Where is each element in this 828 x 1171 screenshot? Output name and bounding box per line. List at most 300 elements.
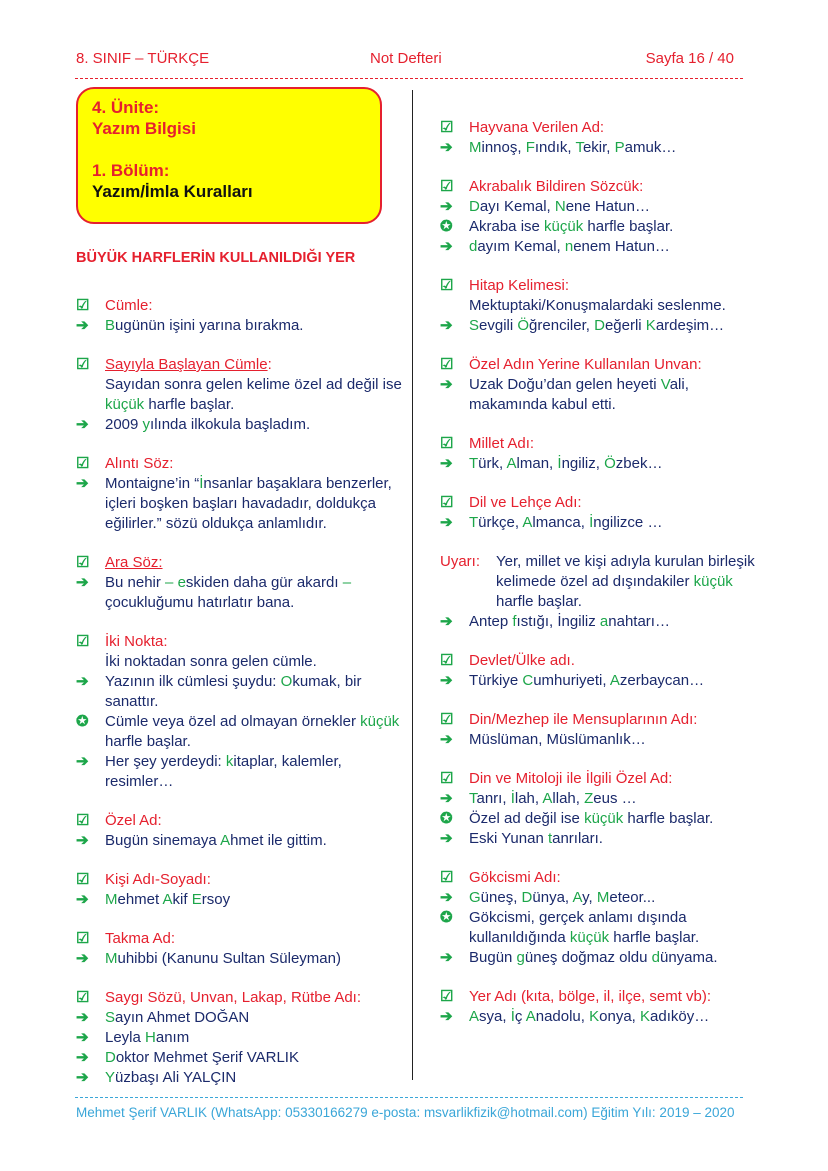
text-segment: eğerli [604,317,646,334]
rule-title-row [440,177,770,197]
highlight-letter: İ [510,790,515,807]
highlight-letter: D [594,317,605,334]
highlight-letter: küçük [544,218,584,235]
line-text [469,730,646,750]
rule-title-row [76,632,406,652]
rule-section [440,651,770,691]
line-text [105,573,406,613]
rule-note [440,809,770,829]
rule-example [440,612,770,632]
text-segment: rsoy [201,891,231,908]
text-segment: itaplar, kalemler, resimler… [105,753,342,790]
text-segment: harfle başlar. [105,733,191,750]
text-segment: ardeşim… [655,317,725,334]
rule-section [440,276,770,336]
line-text [469,948,718,968]
highlight-letter: M [469,139,482,156]
highlight-letter: C [522,672,534,689]
indent [76,652,105,672]
text-segment: uhibbi (Kanunu Sultan Süleyman) [117,950,341,967]
arrow-right-icon: ➔ [440,830,453,847]
rule-title-row [440,355,770,375]
arrow-right-icon: ➔ [440,317,453,334]
text-segment: ehmet [117,891,163,908]
rule-section [76,355,406,435]
text-segment: 2009 [105,416,143,433]
rule-title-row [76,929,406,949]
text-segment: nahtarı… [608,613,670,630]
rule-example [440,789,770,809]
checkbox-checked-icon: ☑ [76,633,90,650]
text-segment: ekir, [582,139,615,156]
highlight-letter: M [105,891,118,908]
text-segment: ürkçe, [478,514,523,531]
line-text [105,949,341,969]
text-segment: Akraba ise [469,218,545,235]
arrow-right-icon: ➔ [76,832,89,849]
text-segment: ıstığı, İngiliz [516,613,600,630]
rule-section [76,929,406,969]
arrow-right-icon: ➔ [440,376,453,393]
unit-box [76,87,382,224]
highlight-letter: T [469,455,479,472]
highlight-letter: M [105,950,118,967]
line-text [105,1008,249,1028]
text-segment: ngilizce … [593,514,663,531]
highlight-letter: f [512,613,517,630]
arrow-right-icon: ➔ [440,139,453,156]
rule-example [440,197,770,217]
header-divider [75,78,743,79]
highlight-letter: N [554,198,566,215]
text-segment: Cümle veya özel ad olmayan örnekler [105,713,361,730]
text-segment: eteor... [609,889,656,906]
rule-section [440,710,770,750]
highlight-letter: O [280,673,293,690]
star-circle-icon: ✪ [440,909,453,926]
text-segment: kumak, bir sanattır. [105,673,362,710]
highlight-letter: Ö [604,455,616,472]
text-segment: harfle başlar. [609,929,700,946]
rule-section [440,355,770,415]
checkbox-checked-icon: ☑ [440,277,454,294]
arrow-right-icon: ➔ [76,1029,89,1046]
text-segment: Antep [469,613,513,630]
rule-description [76,375,406,415]
text-segment: üneş doğmaz oldu [524,949,652,966]
text-segment: harfle başlar. [583,218,674,235]
rule-title-row [440,710,770,730]
star-circle-icon: ✪ [440,218,453,235]
text-segment: ayım Kemal, [477,238,565,255]
rule-title-row [440,493,770,513]
rule-title: Özel Ad: [105,812,162,829]
line-text [469,829,603,849]
checkbox-checked-icon: ☑ [440,435,454,452]
text-segment: Gökcismi, gerçek anlamı dışında kullanıldığında [469,909,687,946]
right-column [440,118,770,1046]
line-text [469,375,770,415]
highlight-letter: A [469,1008,480,1025]
text-segment: üneş, [480,889,522,906]
line-text [105,1028,189,1048]
text-segment: evgili [479,317,518,334]
text-segment: nsanlar başaklara benzerler, içleri boşken başları havadadır, doldukça eğilirler.” sözü oldukça anlamlıdır. [105,475,392,532]
line-text [469,888,655,908]
arrow-right-icon: ➔ [440,198,453,215]
rule-section [440,118,770,158]
line-text [469,1007,709,1027]
rule-title-row [440,118,770,138]
line-text [469,316,724,336]
text-segment: Bugün [469,949,517,966]
text-segment: ali, makamında kabul etti. [469,376,689,413]
highlight-letter: g [516,949,525,966]
indent [440,296,469,316]
rule-example [76,415,406,435]
highlight-letter: D [521,889,533,906]
rule-title: Alıntı Söz: [105,455,174,472]
highlight-letter: küçük [569,929,610,946]
rule-example [440,513,770,533]
arrow-right-icon: ➔ [76,574,89,591]
highlight-letter: A [542,790,553,807]
rule-section [440,552,770,632]
rule-example [76,1068,406,1088]
text-segment: ayın Ahmet DOĞAN [115,1009,250,1026]
footer-divider [75,1097,743,1098]
text-segment: İki noktadan sonra gelen cümle. [105,653,317,670]
rule-example [440,948,770,968]
arrow-right-icon: ➔ [440,949,453,966]
line-text [105,890,230,910]
highlight-letter: T [469,514,479,531]
rule-title: Gökcismi Adı: [469,869,561,886]
checkbox-checked-icon: ☑ [76,356,90,373]
line-text [105,316,303,336]
rule-title-row [76,296,406,316]
rule-example [440,138,770,158]
text-segment: lman, [516,455,558,472]
highlight-letter: K [640,1008,651,1025]
arrow-right-icon: ➔ [440,514,453,531]
rule-example [76,474,406,534]
left-column [76,296,406,1107]
text-segment: adıköy… [650,1008,710,1025]
rule-title: Akrabalık Bildiren Sözcük: [469,178,644,195]
text-segment: ene Hatun… [565,198,650,215]
rule-example [440,829,770,849]
rule-example [76,831,406,851]
rule-title: Ara Söz: [105,554,163,571]
indent [76,375,105,415]
rule-title: Yer Adı (kıta, bölge, il, ilçe, semt vb): [469,988,712,1005]
rule-title-row [76,988,406,1008]
text-segment: Sayıdan sonra gelen kelime özel ad değil ise [105,376,402,393]
checkbox-checked-icon: ☑ [440,988,454,1005]
rule-title: Hitap Kelimesi: [469,277,570,294]
highlight-letter: A [506,455,517,472]
highlight-letter: A [162,891,173,908]
arrow-right-icon: ➔ [76,1069,89,1086]
text-segment: ngiliz, [561,455,605,472]
highlight-letter: A [525,1008,536,1025]
checkbox-checked-icon: ☑ [76,989,90,1006]
rule-title-row [76,355,406,375]
highlight-letter: küçük [360,713,400,730]
highlight-letter: K [645,317,656,334]
header-title: Not Defteri [370,50,442,67]
text-segment: Her şey yerdeydi: [105,753,226,770]
arrow-right-icon: ➔ [76,891,89,908]
arrow-right-icon: ➔ [440,672,453,689]
section-label: 1. Bölüm: [92,161,170,180]
highlight-letter: D [469,198,480,215]
checkbox-checked-icon: ☑ [76,455,90,472]
text-segment: llah, [552,790,585,807]
checkbox-checked-icon: ☑ [440,711,454,728]
line-text [469,908,770,948]
line-text [105,712,406,752]
main-title: BÜYÜK HARFLERİN KULLANILDIĞI YER [76,250,356,266]
rule-section [76,870,406,910]
highlight-letter: Y [105,1069,116,1086]
text-segment: enem Hatun… [573,238,670,255]
rule-example [76,573,406,613]
text-segment: Müslüman, Müslümanlık… [469,731,646,748]
checkbox-checked-icon: ☑ [440,494,454,511]
rule-title: Devlet/Ülke adı. [469,652,575,669]
arrow-right-icon: ➔ [440,455,453,472]
header-class-subject: 8. SINIF – TÜRKÇE [76,50,210,67]
checkbox-checked-icon: ☑ [440,178,454,195]
rule-description [76,652,406,672]
rule-example [76,752,406,792]
rule-note [440,908,770,948]
highlight-letter: küçük [584,810,624,827]
rule-title-row [76,870,406,890]
arrow-right-icon: ➔ [440,1008,453,1025]
text-segment: ürk, [478,455,507,472]
highlight-letter: B [105,317,116,334]
arrow-right-icon: ➔ [76,1049,89,1066]
rule-section [440,868,770,968]
line-text [469,612,670,632]
highlight-letter: H [145,1029,156,1046]
rule-example [76,672,406,712]
text-segment: Yazının ilk cümlesi şuydu: [105,673,281,690]
text-segment: çocukluğumu hatırlatır bana. [105,594,295,611]
text-segment: üzbaşı Ali YALÇIN [115,1069,237,1086]
line-text [105,375,406,415]
text-segment: Mektuptaki/Konuşmalardaki seslenme. [469,297,726,314]
text-segment: y, [582,889,597,906]
line-text [105,1048,299,1068]
highlight-letter: A [572,889,583,906]
text-segment: Bugün sinemaya [105,832,221,849]
text-segment: anım [155,1029,190,1046]
text-segment: umhuriyeti, [533,672,610,689]
text-segment: ayı Kemal, [479,198,555,215]
rule-title: Din/Mezhep ile Mensuplarının Adı: [469,711,698,728]
line-text [105,752,406,792]
rule-title: Takma Ad: [105,930,176,947]
line-text [105,831,327,851]
checkbox-checked-icon: ☑ [76,554,90,571]
rule-example [440,237,770,257]
checkbox-checked-icon: ☑ [440,356,454,373]
highlight-letter: M [596,889,610,906]
highlight-letter: – [165,574,174,591]
checkbox-checked-icon: ☑ [440,770,454,787]
highlight-letter: A [220,832,231,849]
column-divider [412,90,413,1080]
highlight-letter: Ö [517,317,530,334]
unit-label: 4. Ünite: [92,98,160,117]
rule-title-row [76,811,406,831]
highlight-letter: – [342,574,352,591]
highlight-letter: K [589,1008,600,1025]
highlight-letter: A [522,514,533,531]
arrow-right-icon: ➔ [76,475,89,492]
highlight-letter: S [105,1009,116,1026]
checkbox-checked-icon: ☑ [440,652,454,669]
rule-example [440,730,770,750]
highlight-letter: T [575,139,583,156]
text-segment: onya, [599,1008,641,1025]
text-segment: harfle başlar. [144,396,235,413]
checkbox-checked-icon: ☑ [76,930,90,947]
section-name: Yazım/İmla Kuralları [92,182,253,201]
text-segment: zbek… [615,455,663,472]
rule-title: Dil ve Lehçe Adı: [469,494,582,511]
rule-title-row [76,454,406,474]
highlight-letter: d [469,238,478,255]
star-circle-icon: ✪ [76,713,89,730]
highlight-letter: D [105,1049,116,1066]
arrow-right-icon: ➔ [76,416,89,433]
text-segment: nadolu, [535,1008,590,1025]
text-segment: Eski Yunan [469,830,548,847]
highlight-letter: İ [199,475,204,492]
text-segment: ünyama. [660,949,718,966]
arrow-right-icon: ➔ [76,950,89,967]
line-text [469,513,662,533]
rule-example [440,454,770,474]
arrow-right-icon: ➔ [76,1009,89,1026]
arrow-right-icon: ➔ [440,731,453,748]
text-segment: kif [172,891,192,908]
text-segment: Bu nehir [105,574,166,591]
star-circle-icon: ✪ [440,810,453,827]
text-segment: hmet ile gittim. [230,832,327,849]
rule-section [440,493,770,533]
text-segment: Yer, millet ve kişi adıyla kurulan birleşik kelimede özel ad dışındakiler [496,553,755,590]
warning-note [440,552,770,612]
unit-name: Yazım Bilgisi [92,119,196,138]
line-text [469,296,726,316]
rule-example [440,671,770,691]
text-segment: amuk… [624,139,677,156]
rule-title-row [440,987,770,1007]
highlight-letter: P [614,139,625,156]
line-text [469,138,676,158]
rule-section [76,988,406,1088]
text-segment: lah, [514,790,543,807]
arrow-right-icon: ➔ [76,753,89,770]
rule-section [76,454,406,534]
rule-example [440,1007,770,1027]
rule-section [440,987,770,1027]
line-text [469,217,673,237]
highlight-letter: İ [557,455,562,472]
line-text [469,197,650,217]
rule-title: İki Nokta: [105,633,168,650]
highlight-letter: S [469,317,480,334]
line-text [105,415,310,435]
highlight-letter: k [225,753,234,770]
rule-example [76,1008,406,1028]
text-segment: harfle başlar. [496,593,582,610]
line-text [105,672,406,712]
text-segment: zerbaycan… [619,672,705,689]
rule-example [440,375,770,415]
checkbox-checked-icon: ☑ [76,297,90,314]
arrow-right-icon: ➔ [76,317,89,334]
highlight-letter: y [142,416,151,433]
highlight-letter: e [177,574,186,591]
rule-title-row [440,434,770,454]
rule-title-row [440,868,770,888]
header-page-number: Sayfa 16 / 40 [645,50,734,67]
rule-note [440,217,770,237]
highlight-letter: E [191,891,202,908]
text-segment: innoş, [481,139,526,156]
warning-label: Uyarı: [440,553,481,570]
rule-example [76,1028,406,1048]
highlight-letter: V [660,376,670,393]
highlight-letter: A [609,672,620,689]
rule-title-row [76,553,406,573]
line-text [105,1068,236,1088]
highlight-letter: küçük [693,573,733,590]
highlight-letter: d [651,949,660,966]
text-segment: Özel ad değil ise [469,810,585,827]
warning-text [496,552,770,612]
text-segment: eus … [593,790,637,807]
arrow-right-icon: ➔ [76,673,89,690]
rule-example [76,890,406,910]
highlight-letter: İ [510,1008,515,1025]
text-segment: skiden daha gür akardı [185,574,343,591]
checkbox-checked-icon: ☑ [440,119,454,136]
rule-title: Millet Adı: [469,435,535,452]
text-segment: Montaigne’in “ [105,475,200,492]
rule-title: Cümle: [105,297,153,314]
checkbox-checked-icon: ☑ [440,869,454,886]
text-segment: Leyla [105,1029,146,1046]
rule-title: Kişi Adı-Soyadı: [105,871,211,888]
rule-section [76,553,406,613]
line-text [469,237,670,257]
highlight-letter: G [469,889,481,906]
text-segment: oktor Mehmet Şerif VARLIK [115,1049,299,1066]
rule-description [440,296,770,316]
highlight-letter: Z [584,790,594,807]
rule-title: Özel Adın Yerine Kullanılan Unvan: [469,356,702,373]
highlight-letter: n [564,238,574,255]
rule-section [76,811,406,851]
